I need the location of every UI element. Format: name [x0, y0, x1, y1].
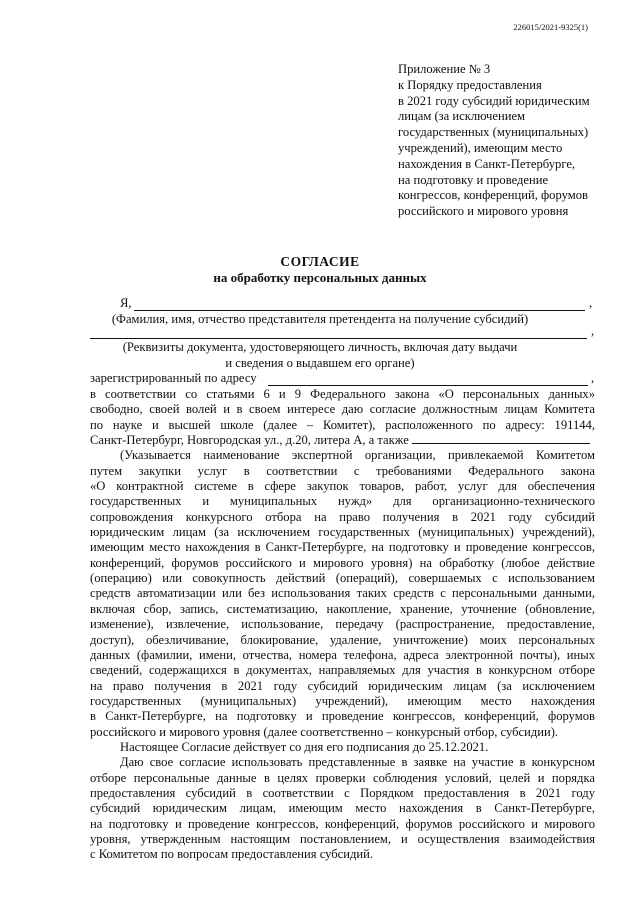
body-line: сопровождения конкурсного отбора на право получения в 2021 году субсидий — [90, 509, 595, 524]
body-line: Даю свое согласие использовать представленные в заявке на участие в конкурсном — [120, 755, 595, 770]
name-field-line[interactable] — [134, 310, 585, 311]
appendix-line: лицам (за исключением — [398, 109, 526, 124]
body-line: (Указывается наименование экспертной организации, привлекаемой Комитетом — [120, 448, 595, 463]
name-prefix: Я, — [120, 296, 132, 310]
name-field-hint: (Фамилия, имя, отчество представителя претендента на получение субсидий) — [111, 312, 529, 326]
body-line: субсидий юридическим лицам, имеющим место нахождения в Санкт-Петербурге, — [90, 801, 595, 816]
appendix-line: российского и мирового уровня — [398, 204, 569, 219]
appendix-line: на подготовку и проведение — [398, 172, 549, 187]
body-line: изменение), извлечение, использование, передачу (распространение, предоставление, — [90, 617, 595, 632]
body-line: уровня, утвержденным настоящим постановлением, и осуществления взаимодействия — [90, 831, 595, 846]
body-line: доступ), обезличивание, блокирование, удаление, уничтожение) моих персональных — [90, 632, 595, 647]
appendix-line: Приложение № 3 — [398, 62, 491, 76]
body-line: сведений, содержащихся в документах, направляемых для участия в конкурсном отборе — [90, 663, 595, 678]
address-prefix: зарегистрированный по адресу — [90, 371, 257, 385]
body-line: свободно, своей волей и в своем интересе даю согласие должностным лицам Комитета — [90, 402, 595, 417]
body-line: включая сбор, запись, систематизацию, накопление, хранение, уточнение (обновление, — [90, 601, 595, 616]
body-line: средств автоматизации или без использования таких средств с персональными данными, — [90, 586, 595, 601]
body-line: отборе персональные данные в целях проверки соблюдения условий, целей и порядка — [90, 770, 595, 785]
consent-body — [90, 387, 595, 863]
body-line: российского и мирового уровня (далее соответственно – конкурсный отбор, субсидии). — [90, 724, 559, 739]
body-line: с Комитетом по вопросам предоставления субсидий. — [90, 847, 374, 862]
body-line: в соответствии со статьями 6 и 9 Федерального закона «О персональных данных» — [90, 387, 595, 401]
expert-organization-field-line[interactable] — [412, 433, 590, 444]
body-line: государственных (муниципальных) учреждений), имеющим место нахождения — [90, 693, 595, 708]
id-document-hint: (Реквизиты документа, удостоверяющего личность, включая дату выдачи — [122, 340, 518, 354]
body-line: по науке и высшей школе (далее – Комитет), расположенного по адресу: 191144, — [90, 417, 595, 432]
appendix-line: к Порядку предоставления — [398, 77, 542, 92]
document-number: 226015/2021-9325(1) — [513, 22, 588, 32]
appendix-line: государственных (муниципальных) — [398, 125, 589, 140]
body-line: на подготовку и проведение конгрессов, конференций, форумов российского и мирового — [90, 816, 595, 831]
body-line: «О контрактной системе в сфере закупок товаров, работ, услуг для обеспечения — [90, 479, 595, 494]
appendix-line: учреждений), имеющим место — [398, 140, 563, 155]
appendix-line: конгрессов, конференций, форумов — [398, 188, 588, 203]
address-field-line[interactable] — [268, 385, 588, 386]
id-line-end: , — [591, 324, 595, 338]
body-line: Санкт-Петербург, Новгородская ул., д.20, литера А, а также — [90, 433, 409, 448]
id-document-field-line[interactable] — [90, 338, 587, 339]
name-line-end: , — [589, 296, 593, 310]
appendix-line: в 2021 году субсидий юридическим — [398, 93, 590, 108]
body-line: на право получения в 2021 году субсидий юридическим лицам (за исключением — [90, 678, 595, 693]
body-line: данных (фамилии, имени, отчества, номера телефона, адреса электронной почты), иных — [90, 647, 595, 662]
body-line: конференций, форумов российского и мирового уровня) на обработку (любое действие — [90, 555, 595, 570]
body-line: (операцию) или совокупность действий (операций), совершаемых с использованием — [90, 571, 595, 586]
body-line: предоставления субсидий в соответствии с Порядком предоставления в 2021 году — [90, 785, 595, 800]
body-line: имеющим место нахождения в Санкт-Петербурге, на подготовку и проведение конгрессов, — [90, 540, 595, 555]
body-line: юридическим лицам (за исключением государственных (муниципальных) учреждений), — [90, 525, 595, 540]
validity-line: Настоящее Согласие действует со дня его подписания до 25.12.2021. — [120, 739, 489, 754]
appendix-line: нахождения в Санкт-Петербурге, — [398, 156, 576, 171]
document-title: СОГЛАСИЕ — [280, 254, 360, 269]
body-line-with-field — [90, 433, 595, 448]
appendix-header — [398, 62, 590, 220]
body-line: путем закупки услуг в соответствии с требованиями Федерального закона — [90, 463, 595, 478]
id-document-hint: и сведения о выдавшем его органе) — [225, 356, 415, 370]
body-line: государственных и муниципальных нужд» для организационно-технического — [90, 494, 595, 509]
document-subtitle: на обработку персональных данных — [213, 270, 427, 285]
address-line-end: , — [591, 371, 595, 385]
body-line: в Санкт-Петербурге, на подготовку и проведение конгрессов, конференций, форумов — [90, 709, 595, 724]
